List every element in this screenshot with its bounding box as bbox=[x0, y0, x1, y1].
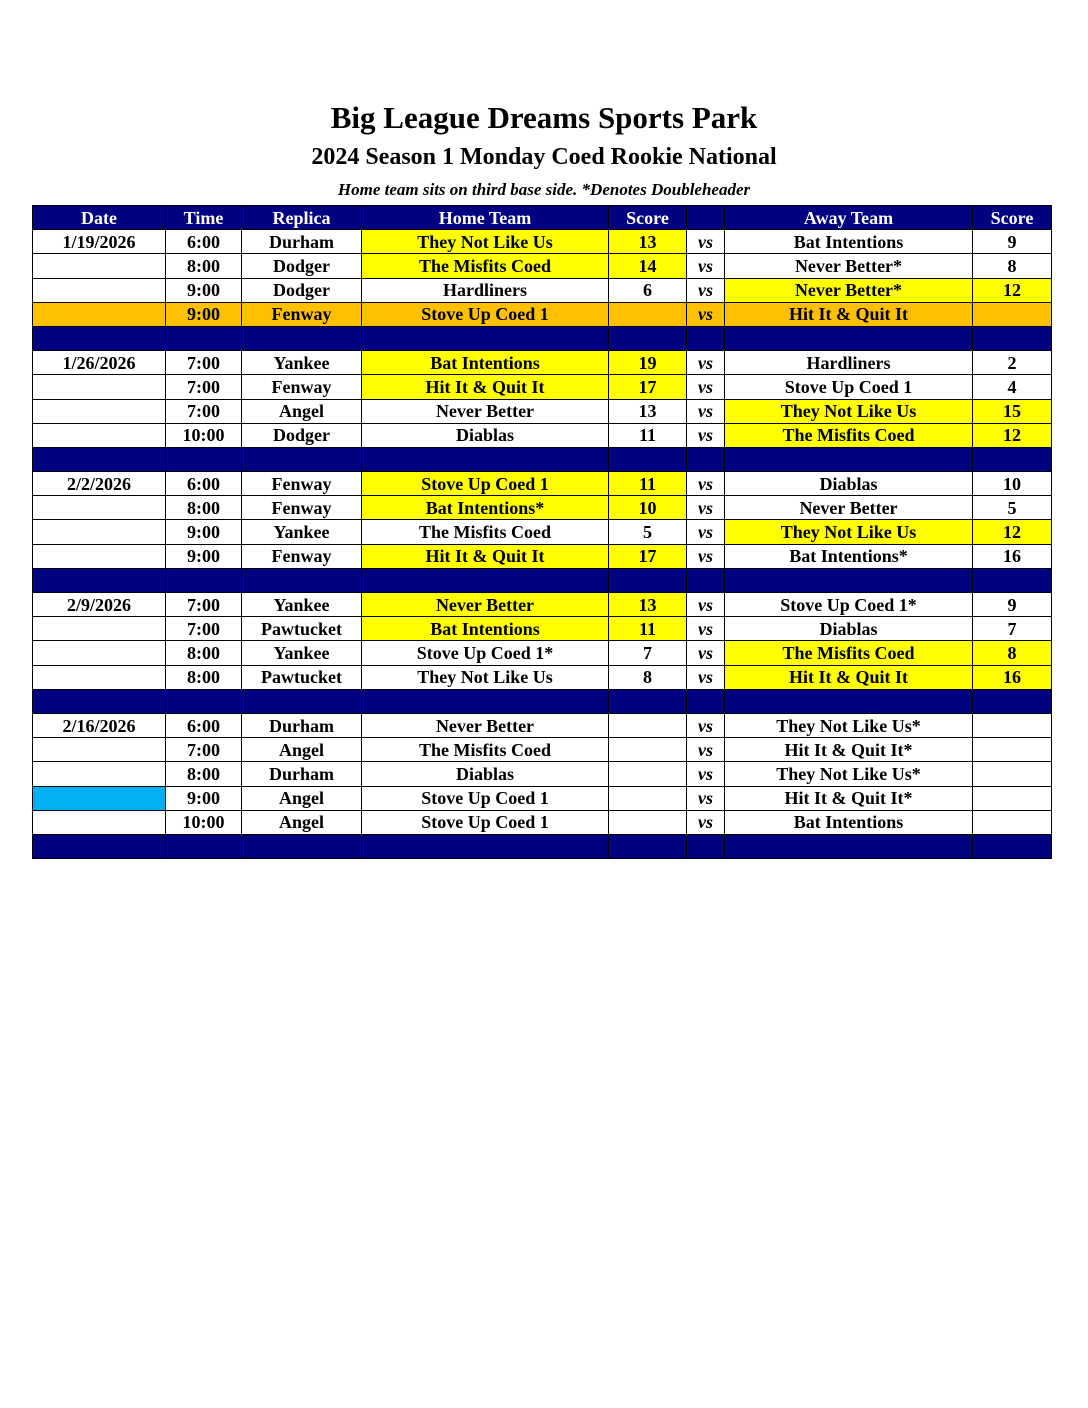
away-score-cell: 10 bbox=[973, 472, 1052, 496]
home-score-cell bbox=[609, 713, 687, 737]
away-team-cell: Stove Up Coed 1* bbox=[725, 593, 973, 617]
schedule-note: Home team sits on third base side. *Denotes Doubleheader bbox=[337, 180, 751, 199]
home-team-cell: Never Better bbox=[362, 593, 609, 617]
date-cell bbox=[33, 520, 166, 544]
away-score-cell: 15 bbox=[973, 399, 1052, 423]
date-cell bbox=[33, 254, 166, 278]
week-separator-row bbox=[33, 326, 1052, 350]
time-cell: 9:00 bbox=[166, 278, 242, 302]
away-score-cell bbox=[973, 302, 1052, 326]
time-cell: 8:00 bbox=[166, 665, 242, 689]
away-score-cell bbox=[973, 738, 1052, 762]
col-header-time: Time bbox=[166, 206, 242, 230]
replica-cell: Yankee bbox=[242, 351, 362, 375]
separator-cell bbox=[609, 326, 687, 350]
game-row bbox=[33, 496, 1052, 520]
game-row bbox=[33, 641, 1052, 665]
time-cell: 7:00 bbox=[166, 375, 242, 399]
home-team-cell: Bat Intentions bbox=[362, 617, 609, 641]
game-row bbox=[33, 375, 1052, 399]
game-row bbox=[33, 278, 1052, 302]
separator-cell bbox=[33, 689, 166, 713]
home-team-cell: Hit It & Quit It bbox=[362, 544, 609, 568]
col-header-home-score: Score bbox=[609, 206, 687, 230]
date-cell: 2/16/2026 bbox=[33, 713, 166, 737]
home-score-cell: 17 bbox=[609, 544, 687, 568]
away-team-cell: Bat Intentions bbox=[725, 230, 973, 254]
away-score-cell: 12 bbox=[973, 278, 1052, 302]
separator-cell bbox=[725, 326, 973, 350]
date-cell bbox=[33, 278, 166, 302]
home-score-cell bbox=[609, 786, 687, 810]
home-score-cell bbox=[609, 810, 687, 834]
time-cell: 9:00 bbox=[166, 302, 242, 326]
home-team-cell: The Misfits Coed bbox=[362, 738, 609, 762]
home-team-cell: Diablas bbox=[362, 423, 609, 447]
separator-cell bbox=[687, 834, 725, 858]
replica-cell: Durham bbox=[242, 230, 362, 254]
vs-cell: vs bbox=[687, 593, 725, 617]
date-cell bbox=[33, 423, 166, 447]
vs-cell: vs bbox=[687, 786, 725, 810]
replica-cell: Angel bbox=[242, 810, 362, 834]
game-row bbox=[33, 593, 1052, 617]
away-team-cell: Hardliners bbox=[725, 351, 973, 375]
date-cell: 1/26/2026 bbox=[33, 351, 166, 375]
home-team-cell: Diablas bbox=[362, 762, 609, 786]
col-header-away-team: Away Team bbox=[725, 206, 973, 230]
separator-cell bbox=[973, 326, 1052, 350]
separator-cell bbox=[362, 447, 609, 471]
separator-cell bbox=[33, 568, 166, 592]
away-team-cell: The Misfits Coed bbox=[725, 423, 973, 447]
separator-cell bbox=[166, 326, 242, 350]
home-team-cell: Stove Up Coed 1* bbox=[362, 641, 609, 665]
game-row bbox=[33, 665, 1052, 689]
home-team-cell: The Misfits Coed bbox=[362, 254, 609, 278]
vs-cell: vs bbox=[687, 544, 725, 568]
vs-cell: vs bbox=[687, 520, 725, 544]
away-score-cell bbox=[973, 713, 1052, 737]
away-score-cell: 12 bbox=[973, 423, 1052, 447]
page-subtitle: 2024 Season 1 Monday Coed Rookie National bbox=[311, 144, 777, 170]
home-score-cell: 6 bbox=[609, 278, 687, 302]
separator-cell bbox=[609, 447, 687, 471]
time-cell: 6:00 bbox=[166, 713, 242, 737]
game-row bbox=[33, 810, 1052, 834]
vs-cell: vs bbox=[687, 472, 725, 496]
replica-cell: Fenway bbox=[242, 302, 362, 326]
date-cell bbox=[33, 399, 166, 423]
date-cell bbox=[33, 810, 166, 834]
separator-cell bbox=[973, 834, 1052, 858]
time-cell: 9:00 bbox=[166, 786, 242, 810]
home-score-cell: 11 bbox=[609, 617, 687, 641]
game-row bbox=[33, 617, 1052, 641]
date-cell bbox=[33, 375, 166, 399]
game-row bbox=[33, 738, 1052, 762]
vs-cell: vs bbox=[687, 496, 725, 520]
away-score-cell: 9 bbox=[973, 230, 1052, 254]
home-team-cell: Bat Intentions bbox=[362, 351, 609, 375]
replica-cell: Angel bbox=[242, 399, 362, 423]
separator-cell bbox=[725, 689, 973, 713]
away-team-cell: They Not Like Us* bbox=[725, 713, 973, 737]
home-team-cell: The Misfits Coed bbox=[362, 520, 609, 544]
home-score-cell: 11 bbox=[609, 423, 687, 447]
away-score-cell: 16 bbox=[973, 544, 1052, 568]
time-cell: 7:00 bbox=[166, 351, 242, 375]
time-cell: 10:00 bbox=[166, 810, 242, 834]
home-score-cell bbox=[609, 302, 687, 326]
replica-cell: Durham bbox=[242, 762, 362, 786]
col-header-home-team: Home Team bbox=[362, 206, 609, 230]
away-team-cell: Bat Intentions* bbox=[725, 544, 973, 568]
separator-cell bbox=[609, 834, 687, 858]
away-team-cell: Diablas bbox=[725, 617, 973, 641]
page-title: Big League Dreams Sports Park bbox=[330, 100, 758, 135]
date-cell bbox=[33, 738, 166, 762]
week-separator-row bbox=[33, 447, 1052, 471]
away-score-cell: 7 bbox=[973, 617, 1052, 641]
away-team-cell: Never Better* bbox=[725, 254, 973, 278]
vs-cell: vs bbox=[687, 278, 725, 302]
separator-cell bbox=[33, 326, 166, 350]
home-team-cell: Stove Up Coed 1 bbox=[362, 786, 609, 810]
vs-cell: vs bbox=[687, 617, 725, 641]
separator-cell bbox=[687, 689, 725, 713]
time-cell: 10:00 bbox=[166, 423, 242, 447]
home-score-cell: 14 bbox=[609, 254, 687, 278]
date-cell: 1/19/2026 bbox=[33, 230, 166, 254]
away-score-cell: 8 bbox=[973, 641, 1052, 665]
separator-cell bbox=[687, 568, 725, 592]
away-team-cell: They Not Like Us* bbox=[725, 762, 973, 786]
vs-cell: vs bbox=[687, 738, 725, 762]
col-header-replica: Replica bbox=[242, 206, 362, 230]
replica-cell: Fenway bbox=[242, 472, 362, 496]
away-team-cell: Hit It & Quit It bbox=[725, 302, 973, 326]
date-cell bbox=[33, 617, 166, 641]
home-score-cell: 13 bbox=[609, 593, 687, 617]
separator-cell bbox=[242, 689, 362, 713]
away-team-cell: Hit It & Quit It* bbox=[725, 786, 973, 810]
date-cell bbox=[33, 496, 166, 520]
time-cell: 8:00 bbox=[166, 762, 242, 786]
home-score-cell: 17 bbox=[609, 375, 687, 399]
home-score-cell: 11 bbox=[609, 472, 687, 496]
replica-cell: Fenway bbox=[242, 496, 362, 520]
separator-cell bbox=[33, 834, 166, 858]
home-team-cell: Bat Intentions* bbox=[362, 496, 609, 520]
home-team-cell: They Not Like Us bbox=[362, 665, 609, 689]
vs-cell: vs bbox=[687, 423, 725, 447]
away-score-cell: 8 bbox=[973, 254, 1052, 278]
game-row bbox=[33, 230, 1052, 254]
time-cell: 9:00 bbox=[166, 544, 242, 568]
time-cell: 7:00 bbox=[166, 738, 242, 762]
separator-cell bbox=[725, 447, 973, 471]
game-row bbox=[33, 399, 1052, 423]
col-header-date: Date bbox=[33, 206, 166, 230]
away-score-cell: 16 bbox=[973, 665, 1052, 689]
game-row bbox=[33, 762, 1052, 786]
home-team-cell: Never Better bbox=[362, 713, 609, 737]
home-score-cell: 5 bbox=[609, 520, 687, 544]
home-team-cell: Never Better bbox=[362, 399, 609, 423]
vs-cell: vs bbox=[687, 254, 725, 278]
separator-cell bbox=[609, 689, 687, 713]
replica-cell: Durham bbox=[242, 713, 362, 737]
time-cell: 9:00 bbox=[166, 520, 242, 544]
away-team-cell: Hit It & Quit It* bbox=[725, 738, 973, 762]
header-row bbox=[33, 206, 1052, 230]
replica-cell: Fenway bbox=[242, 375, 362, 399]
vs-cell: vs bbox=[687, 665, 725, 689]
game-row bbox=[33, 713, 1052, 737]
vs-cell: vs bbox=[687, 713, 725, 737]
away-team-cell: They Not Like Us bbox=[725, 520, 973, 544]
time-cell: 7:00 bbox=[166, 593, 242, 617]
home-score-cell: 8 bbox=[609, 665, 687, 689]
away-team-cell: Diablas bbox=[725, 472, 973, 496]
away-team-cell: Hit It & Quit It bbox=[725, 665, 973, 689]
separator-cell bbox=[166, 568, 242, 592]
home-score-cell: 13 bbox=[609, 399, 687, 423]
home-score-cell: 19 bbox=[609, 351, 687, 375]
replica-cell: Angel bbox=[242, 786, 362, 810]
away-team-cell: They Not Like Us bbox=[725, 399, 973, 423]
date-cell bbox=[33, 641, 166, 665]
home-team-cell: Stove Up Coed 1 bbox=[362, 302, 609, 326]
replica-cell: Yankee bbox=[242, 593, 362, 617]
date-cell bbox=[33, 786, 166, 810]
replica-cell: Angel bbox=[242, 738, 362, 762]
away-team-cell: Never Better* bbox=[725, 278, 973, 302]
schedule-table bbox=[32, 205, 1052, 859]
time-cell: 6:00 bbox=[166, 472, 242, 496]
separator-cell bbox=[242, 568, 362, 592]
home-score-cell: 7 bbox=[609, 641, 687, 665]
game-row bbox=[33, 472, 1052, 496]
away-team-cell: Never Better bbox=[725, 496, 973, 520]
separator-cell bbox=[362, 326, 609, 350]
vs-cell: vs bbox=[687, 230, 725, 254]
vs-cell: vs bbox=[687, 375, 725, 399]
game-row bbox=[33, 786, 1052, 810]
week-separator-row bbox=[33, 568, 1052, 592]
game-row bbox=[33, 351, 1052, 375]
separator-cell bbox=[166, 834, 242, 858]
away-score-cell bbox=[973, 762, 1052, 786]
date-cell bbox=[33, 302, 166, 326]
separator-cell bbox=[725, 834, 973, 858]
away-score-cell bbox=[973, 810, 1052, 834]
replica-cell: Fenway bbox=[242, 544, 362, 568]
separator-cell bbox=[973, 447, 1052, 471]
game-row bbox=[33, 302, 1052, 326]
game-row bbox=[33, 254, 1052, 278]
separator-cell bbox=[973, 689, 1052, 713]
vs-cell: vs bbox=[687, 351, 725, 375]
separator-cell bbox=[242, 834, 362, 858]
away-score-cell: 2 bbox=[973, 351, 1052, 375]
date-cell: 2/9/2026 bbox=[33, 593, 166, 617]
separator-cell bbox=[725, 568, 973, 592]
vs-cell: vs bbox=[687, 302, 725, 326]
home-team-cell: Hardliners bbox=[362, 278, 609, 302]
replica-cell: Yankee bbox=[242, 641, 362, 665]
home-team-cell: They Not Like Us bbox=[362, 230, 609, 254]
separator-cell bbox=[973, 568, 1052, 592]
away-score-cell: 4 bbox=[973, 375, 1052, 399]
col-header-vs bbox=[687, 206, 725, 230]
separator-cell bbox=[33, 447, 166, 471]
away-score-cell: 9 bbox=[973, 593, 1052, 617]
time-cell: 7:00 bbox=[166, 399, 242, 423]
separator-cell bbox=[242, 447, 362, 471]
separator-cell bbox=[362, 689, 609, 713]
week-separator-row bbox=[33, 834, 1052, 858]
separator-cell bbox=[687, 447, 725, 471]
date-cell bbox=[33, 544, 166, 568]
time-cell: 8:00 bbox=[166, 496, 242, 520]
home-score-cell: 10 bbox=[609, 496, 687, 520]
replica-cell: Dodger bbox=[242, 278, 362, 302]
time-cell: 8:00 bbox=[166, 254, 242, 278]
away-score-cell bbox=[973, 786, 1052, 810]
home-score-cell: 13 bbox=[609, 230, 687, 254]
away-team-cell: Bat Intentions bbox=[725, 810, 973, 834]
game-row bbox=[33, 520, 1052, 544]
date-cell bbox=[33, 762, 166, 786]
home-score-cell bbox=[609, 738, 687, 762]
replica-cell: Pawtucket bbox=[242, 617, 362, 641]
replica-cell: Yankee bbox=[242, 520, 362, 544]
separator-cell bbox=[166, 447, 242, 471]
separator-cell bbox=[687, 326, 725, 350]
time-cell: 7:00 bbox=[166, 617, 242, 641]
replica-cell: Dodger bbox=[242, 423, 362, 447]
home-team-cell: Stove Up Coed 1 bbox=[362, 810, 609, 834]
col-header-away-score: Score bbox=[973, 206, 1052, 230]
separator-cell bbox=[362, 834, 609, 858]
date-cell: 2/2/2026 bbox=[33, 472, 166, 496]
game-row bbox=[33, 544, 1052, 568]
home-team-cell: Hit It & Quit It bbox=[362, 375, 609, 399]
home-score-cell bbox=[609, 762, 687, 786]
away-score-cell: 5 bbox=[973, 496, 1052, 520]
vs-cell: vs bbox=[687, 399, 725, 423]
vs-cell: vs bbox=[687, 810, 725, 834]
separator-cell bbox=[609, 568, 687, 592]
home-team-cell: Stove Up Coed 1 bbox=[362, 472, 609, 496]
away-score-cell: 12 bbox=[973, 520, 1052, 544]
week-separator-row bbox=[33, 689, 1052, 713]
replica-cell: Pawtucket bbox=[242, 665, 362, 689]
game-row bbox=[33, 423, 1052, 447]
away-team-cell: The Misfits Coed bbox=[725, 641, 973, 665]
time-cell: 8:00 bbox=[166, 641, 242, 665]
separator-cell bbox=[166, 689, 242, 713]
vs-cell: vs bbox=[687, 641, 725, 665]
replica-cell: Dodger bbox=[242, 254, 362, 278]
time-cell: 6:00 bbox=[166, 230, 242, 254]
vs-cell: vs bbox=[687, 762, 725, 786]
date-cell bbox=[33, 665, 166, 689]
away-team-cell: Stove Up Coed 1 bbox=[725, 375, 973, 399]
separator-cell bbox=[242, 326, 362, 350]
separator-cell bbox=[362, 568, 609, 592]
